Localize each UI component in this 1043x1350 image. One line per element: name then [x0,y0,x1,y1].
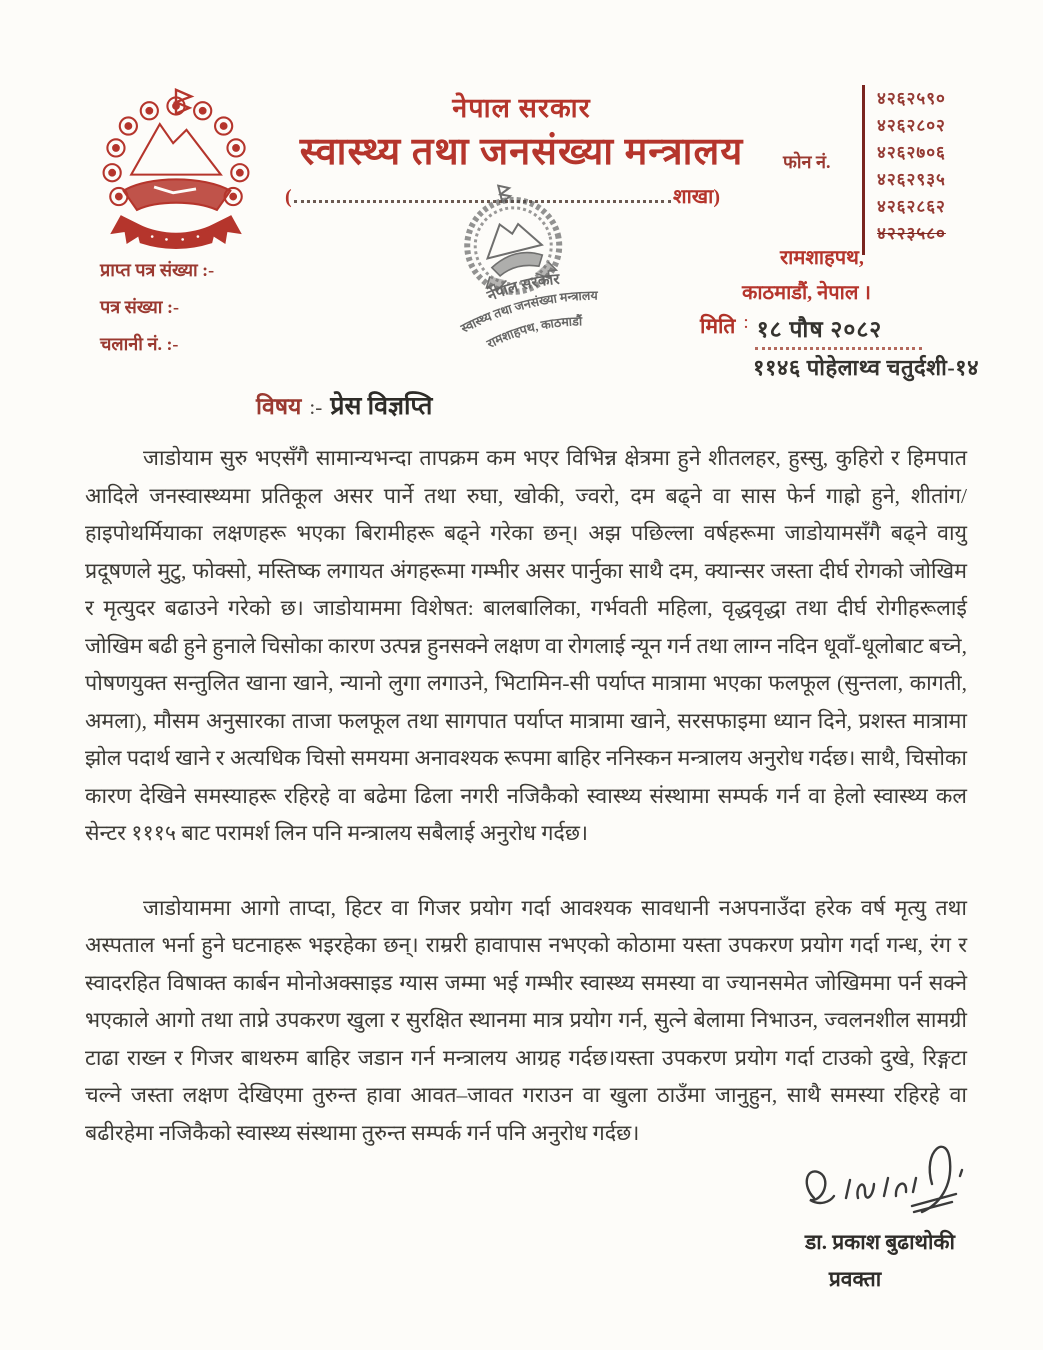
phone-number: ४२६२८६२ [877,197,946,216]
signature-scribble-icon [800,1140,980,1230]
address-city: काठमाडौं, नेपाल । [742,282,871,304]
stamp-line-3: रामशाहपथ, काठमाडौं [484,314,583,352]
branch-open-paren: ( [285,186,292,208]
signatory-title: प्रवक्ता [828,1267,882,1291]
subject-row [256,388,432,422]
subject-label: विषय [256,394,302,419]
phone-number-struck: ४२२३५८० [877,224,946,243]
letter-no-label: पत्र संख्या :- [100,297,179,317]
subject-value: प्रेस विज्ञप्ति [330,393,433,420]
body-paragraph-2: जाडोयाममा आगो ताप्दा, हिटर वा गिजर प्रयोग गर्दा आवश्यक सावधानी नअपनाउँदा हरेक वर्ष मृत्यु तथा अस्पताल भर्ना हुने घटनाहरू भइरहेका छन्। राम्ररी हावापास नभएको कोठामा यस्ता उपकरण प्रयोग गर्दा गन्ध, रंग र स्वादरहित विषाक्त कार्बन मोनोअक्साइड ग्यास जम्मा भई गम्भीर स्वास्थ्य समस्या वा ज्यानसमेत जोखिममा पर्न सक्ने भएकाले आगो तथा ताप्ने उपकरण खुला र सुरक्षित स्थानमा मात्र प्रयोग गर्न, सुत्ने बेलामा निभाउन, ज्वलनशील सामग्री टाढा राख्न र गिजर बाथरुम बाहिर जडान गर्न मन्त्रालय आग्रह गर्दछ।यस्ता उपकरण प्रयोग गर्दा टाउको दुखे, रिङ्गटा चल्ने जस्ता लक्षण देखिएमा तुरुन्त हावा आवत–जावत गराउन वा खुला ठाउँमा जानुहुन, साथै समस्या रहिरहे वा बढीरहेमा नजिकैको स्वास्थ्य संस्थामा तुरुन्त सम्पर्क गर्न पनि अनुरोध गर्दछ। [85,895,967,1145]
ministry-title: स्वास्थ्य तथा जनसंख्या मन्त्रालय [299,131,744,173]
date-label: मिति [700,314,736,338]
letter-meta [100,252,214,363]
phone-number: ४२६२५९० [877,89,946,108]
address-street: रामशाहपथ, [780,247,864,269]
government-title: नेपाल सरकार [452,93,591,123]
signatory-name: डा. प्रकाश बुढाथोकी [805,1230,955,1254]
dispatch-no-label: चलानी नं. :- [100,334,179,354]
date-value: १८ पौष २०८२ [755,312,923,350]
ministry-stamp-icon [390,183,680,368]
date-colon: : [743,312,749,333]
subject-colon: :- [309,395,323,419]
phone-number-list [862,85,946,255]
phone-number: ४२६२८०२ [877,116,946,135]
date-row [700,312,922,350]
stamp-line-2: स्वास्थ्य तथा जनसंख्या मन्त्रालय [458,288,598,336]
phone-number: ४२६२७०६ [877,143,946,162]
branch-label: शाखा) [673,186,720,208]
nepal-sambat-date: ११४६ पोहेलाथ्व चतुर्दशी-१४ [753,355,980,380]
letter-body [85,440,967,1189]
phone-label: फोन नं. [783,152,831,172]
received-letter-no-label: प्राप्त पत्र संख्या :- [100,260,215,280]
phone-number: ४२६२९३५ [877,170,946,189]
stamp-line-1: नेपाल सरकार [485,271,561,305]
body-paragraph-1: जाडोयाम सुरु भएसँगै सामान्यभन्दा तापक्रम कम भएर विभिन्न क्षेत्रमा हुने शीतलहर, हुस्सु, कुहिरो र हिमपात आदिले जनस्वास्थ्यमा प्रतिकूल असर पार्ने तथा रुघा, खोकी, ज्वरो, दम बढ्ने वा सास फेर्न गाह्रो हुने, शीतांग/ हाइपोथर्मियाका लक्षणहरू भएका बिरामीहरू बढ्ने गरेका छन्। अझ पछिल्ला वर्षहरूमा जाडोयामसँगै बढ्ने वायु प्रदूषणले मुटु, फोक्सो, मस्तिष्क लगायत अंगहरूमा गम्भीर असर पार्नुका साथै दम, क्यान्सर जस्ता दीर्घ रोगको जोखिम र मृत्युदर बढाउने गरेको छ। जाडोयाममा विशेषत: बालबालिका, गर्भवती महिला, वृद्धवृद्धा तथा दीर्घ रोगीहरूलाई जोखिम बढी हुने हुनाले चिसोका कारण उत्पन्न हुनसक्ने लक्षण वा रोगलाई न्यून गर्न तथा लाग्न नदिन धूवाँ-धूलोबाट बच्ने, पोषणयुक्त सन्तुलित खाना खाने, न्यानो लुगा लगाउने, भिटामिन-सी पर्याप्त मात्रामा भएका फलफूल (सुन्तला, कागती, अमला), मौसम अनुसारका ताजा फलफूल तथा सागपात पर्याप्त मात्रामा खाने, सरसफाइमा ध्यान दिने, प्रशस्त मात्रामा झोल पदार्थ खाने र अत्यधिक चिसो समयमा अनावश्यक रूपमा बाहिर ननिस्कन मन्त्रालय अनुरोध गर्दछ। साथै, चिसोका कारण देखिने समस्याहरू रहिरहे वा बढेमा ढिला नगरी नजिकैको स्वास्थ्य संस्थामा सम्पर्क गर्न वा हेलो स्वास्थ्य कल सेन्टर १११५ बाट परामर्श लिन पनि मन्त्रालय सबैलाई अनुरोध गर्दछ। [85,446,967,845]
